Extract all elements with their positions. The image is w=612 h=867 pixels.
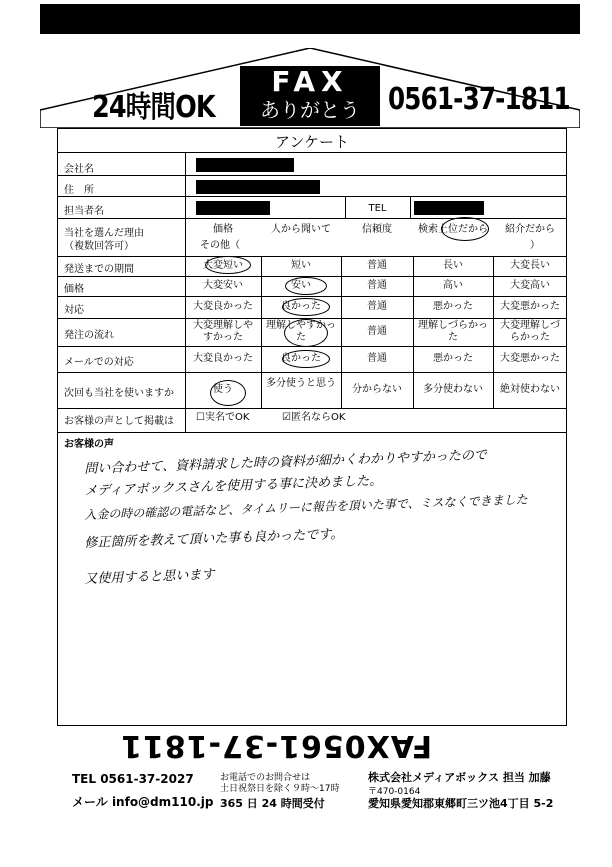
footer-company: 株式会社メディアボックス 担当 加藤	[368, 771, 551, 784]
divider	[413, 256, 414, 276]
rating-option[interactable]: 多分使わない	[423, 384, 483, 395]
rating-option[interactable]: 普通	[367, 353, 387, 364]
divider	[493, 296, 494, 318]
rating-option[interactable]: 悪かった	[433, 301, 473, 312]
person-redacted	[196, 201, 270, 215]
divider	[413, 346, 414, 372]
company-label: 会社名	[64, 164, 94, 175]
divider	[413, 318, 414, 346]
divider	[57, 432, 567, 433]
voice-label: お客様の声	[64, 439, 114, 450]
divider	[185, 296, 186, 318]
rating-option[interactable]: 大変高い	[510, 280, 550, 291]
rating-option[interactable]: 短い	[291, 260, 311, 271]
rating-option[interactable]: 大変悪かった	[500, 353, 560, 364]
divider	[341, 346, 342, 372]
divider	[185, 256, 186, 276]
rating-option[interactable]: 普通	[367, 260, 387, 271]
divider	[341, 256, 342, 276]
divider	[57, 408, 567, 409]
voice-line: 修正箇所を教えて頂いた事も良かったです。	[84, 526, 344, 551]
rating-option[interactable]: 普通	[367, 301, 387, 312]
publish-label: お客様の声として掲載は	[64, 416, 174, 427]
divider	[410, 196, 411, 218]
publish-anonymous[interactable]: ☑匿名ならOK	[282, 412, 346, 423]
divider	[493, 256, 494, 276]
divider	[341, 296, 342, 318]
divider	[57, 372, 567, 373]
divider	[493, 318, 494, 346]
answer-circle	[284, 319, 328, 347]
divider	[493, 346, 494, 372]
divider	[493, 372, 494, 408]
rating-option[interactable]: 大変理解しやすかった	[193, 320, 253, 343]
voice-line: 又使用すると思います	[84, 567, 215, 587]
divider	[185, 276, 186, 296]
reason-other: その他（	[200, 240, 240, 251]
rating-option[interactable]: 大変長い	[510, 260, 550, 271]
fax-title: FAX	[271, 65, 349, 98]
footer-mail: メール info@dm110.jp	[72, 795, 214, 809]
reason-option[interactable]: 人から聞いて	[271, 224, 331, 235]
rating-option[interactable]: 大変良かった	[193, 301, 253, 312]
rating-option[interactable]: 多分使うと思う	[266, 378, 336, 389]
divider	[57, 196, 567, 197]
person-label: 担当者名	[64, 206, 104, 217]
form-title: アンケート	[274, 133, 350, 151]
rating-option[interactable]: 大変理解しづらかった	[500, 320, 560, 343]
rating-option[interactable]: 大変悪かった	[500, 301, 560, 312]
rating-label: 価格	[64, 284, 84, 295]
thanks-text: ありがとう	[260, 98, 360, 122]
rating-option[interactable]: 大変良かった	[193, 353, 253, 364]
rating-option[interactable]: 理解しづらかった	[418, 320, 488, 343]
divider	[261, 346, 262, 372]
rating-option[interactable]: 悪かった	[433, 353, 473, 364]
fax-number-mirrored: FAX0561-37-1811	[120, 728, 433, 763]
voice-line: メディアボックスさんを使用する事に決めました。	[84, 473, 383, 499]
divider	[493, 276, 494, 296]
reason-sublabel: （複数回答可）	[64, 241, 134, 252]
footer-hours-time: 土日祝祭日を除く９時～17時	[220, 784, 340, 794]
reason-option[interactable]: 価格	[213, 224, 233, 235]
fax-badge	[240, 66, 380, 126]
tel-redacted	[414, 201, 484, 215]
divider	[185, 372, 186, 408]
divider	[57, 218, 567, 219]
voice-line: 問い合わせて、資料請求した時の資料が細かくわかりやすかったので	[84, 447, 488, 477]
rating-option[interactable]: 使う	[213, 384, 233, 395]
answer-circle	[441, 217, 489, 241]
rating-option[interactable]: 大変短い	[203, 260, 243, 271]
rating-option[interactable]: 理解しやすかった	[266, 320, 336, 343]
rating-option[interactable]: 普通	[367, 326, 387, 337]
footer-zip: 〒470-0164	[368, 787, 421, 797]
publish-real-name[interactable]: ☐実名でOK	[196, 412, 250, 423]
rating-label: 発送までの期間	[64, 264, 134, 275]
footer-hours-note: お電話でのお問合せは	[220, 773, 311, 783]
divider	[185, 318, 186, 346]
reason-option[interactable]: 信頼度	[362, 224, 392, 235]
answer-circle	[282, 298, 330, 316]
divider	[185, 346, 186, 372]
address-label: 住 所	[64, 185, 94, 196]
reason-option[interactable]: 紹介だから	[505, 224, 555, 235]
rating-option[interactable]: 安い	[291, 280, 311, 291]
address-redacted	[196, 180, 320, 194]
rating-label: メールでの対応	[64, 357, 134, 368]
reason-option[interactable]: 検索上位だから	[418, 224, 488, 235]
divider	[57, 175, 567, 176]
rating-option[interactable]: 普通	[367, 280, 387, 291]
rating-option[interactable]: 大変安い	[203, 280, 243, 291]
divider	[57, 256, 567, 257]
footer-hours-24h: 365 日 24 時間受付	[220, 797, 325, 810]
redacted-top-bar	[40, 4, 580, 34]
divider	[341, 276, 342, 296]
answer-circle	[205, 256, 251, 274]
reason-other-close: ）	[530, 240, 540, 251]
divider	[413, 372, 414, 408]
rating-option[interactable]: 高い	[443, 280, 463, 291]
answer-circle	[210, 380, 246, 406]
tel-label: TEL	[368, 203, 387, 214]
divider	[261, 256, 262, 276]
divider	[57, 152, 567, 153]
rating-label: 対応	[64, 305, 84, 316]
hours-banner: 24時間OK	[92, 90, 215, 125]
divider	[413, 276, 414, 296]
answer-circle	[285, 277, 327, 295]
divider	[413, 296, 414, 318]
divider	[57, 296, 567, 297]
divider	[261, 296, 262, 318]
rating-label: 発注の流れ	[64, 330, 114, 341]
rating-option[interactable]: 絶対使わない	[500, 384, 560, 395]
company-redacted	[196, 158, 294, 172]
divider	[341, 318, 342, 346]
rating-option[interactable]: 分からない	[352, 384, 402, 395]
answer-circle	[282, 350, 330, 368]
footer-address: 愛知県愛知郡東郷町三ツ池4丁目 5-2	[368, 797, 554, 810]
divider	[261, 372, 262, 408]
footer-tel: TEL 0561-37-2027	[72, 772, 194, 786]
header-phone: 0561-37-1811	[388, 82, 570, 117]
rating-label: 次回も当社を使いますか	[64, 388, 174, 399]
divider	[341, 372, 342, 408]
rating-option[interactable]: 良かった	[281, 301, 321, 312]
rating-option[interactable]: 良かった	[281, 353, 321, 364]
divider	[261, 318, 262, 346]
reason-label: 当社を選んだ理由	[64, 228, 144, 239]
rating-option[interactable]: 長い	[443, 260, 463, 271]
divider	[261, 276, 262, 296]
voice-line: 入金の時の確認の電話など、タイムリーに報告を頂いた事で、ミスなくできました	[84, 492, 528, 522]
